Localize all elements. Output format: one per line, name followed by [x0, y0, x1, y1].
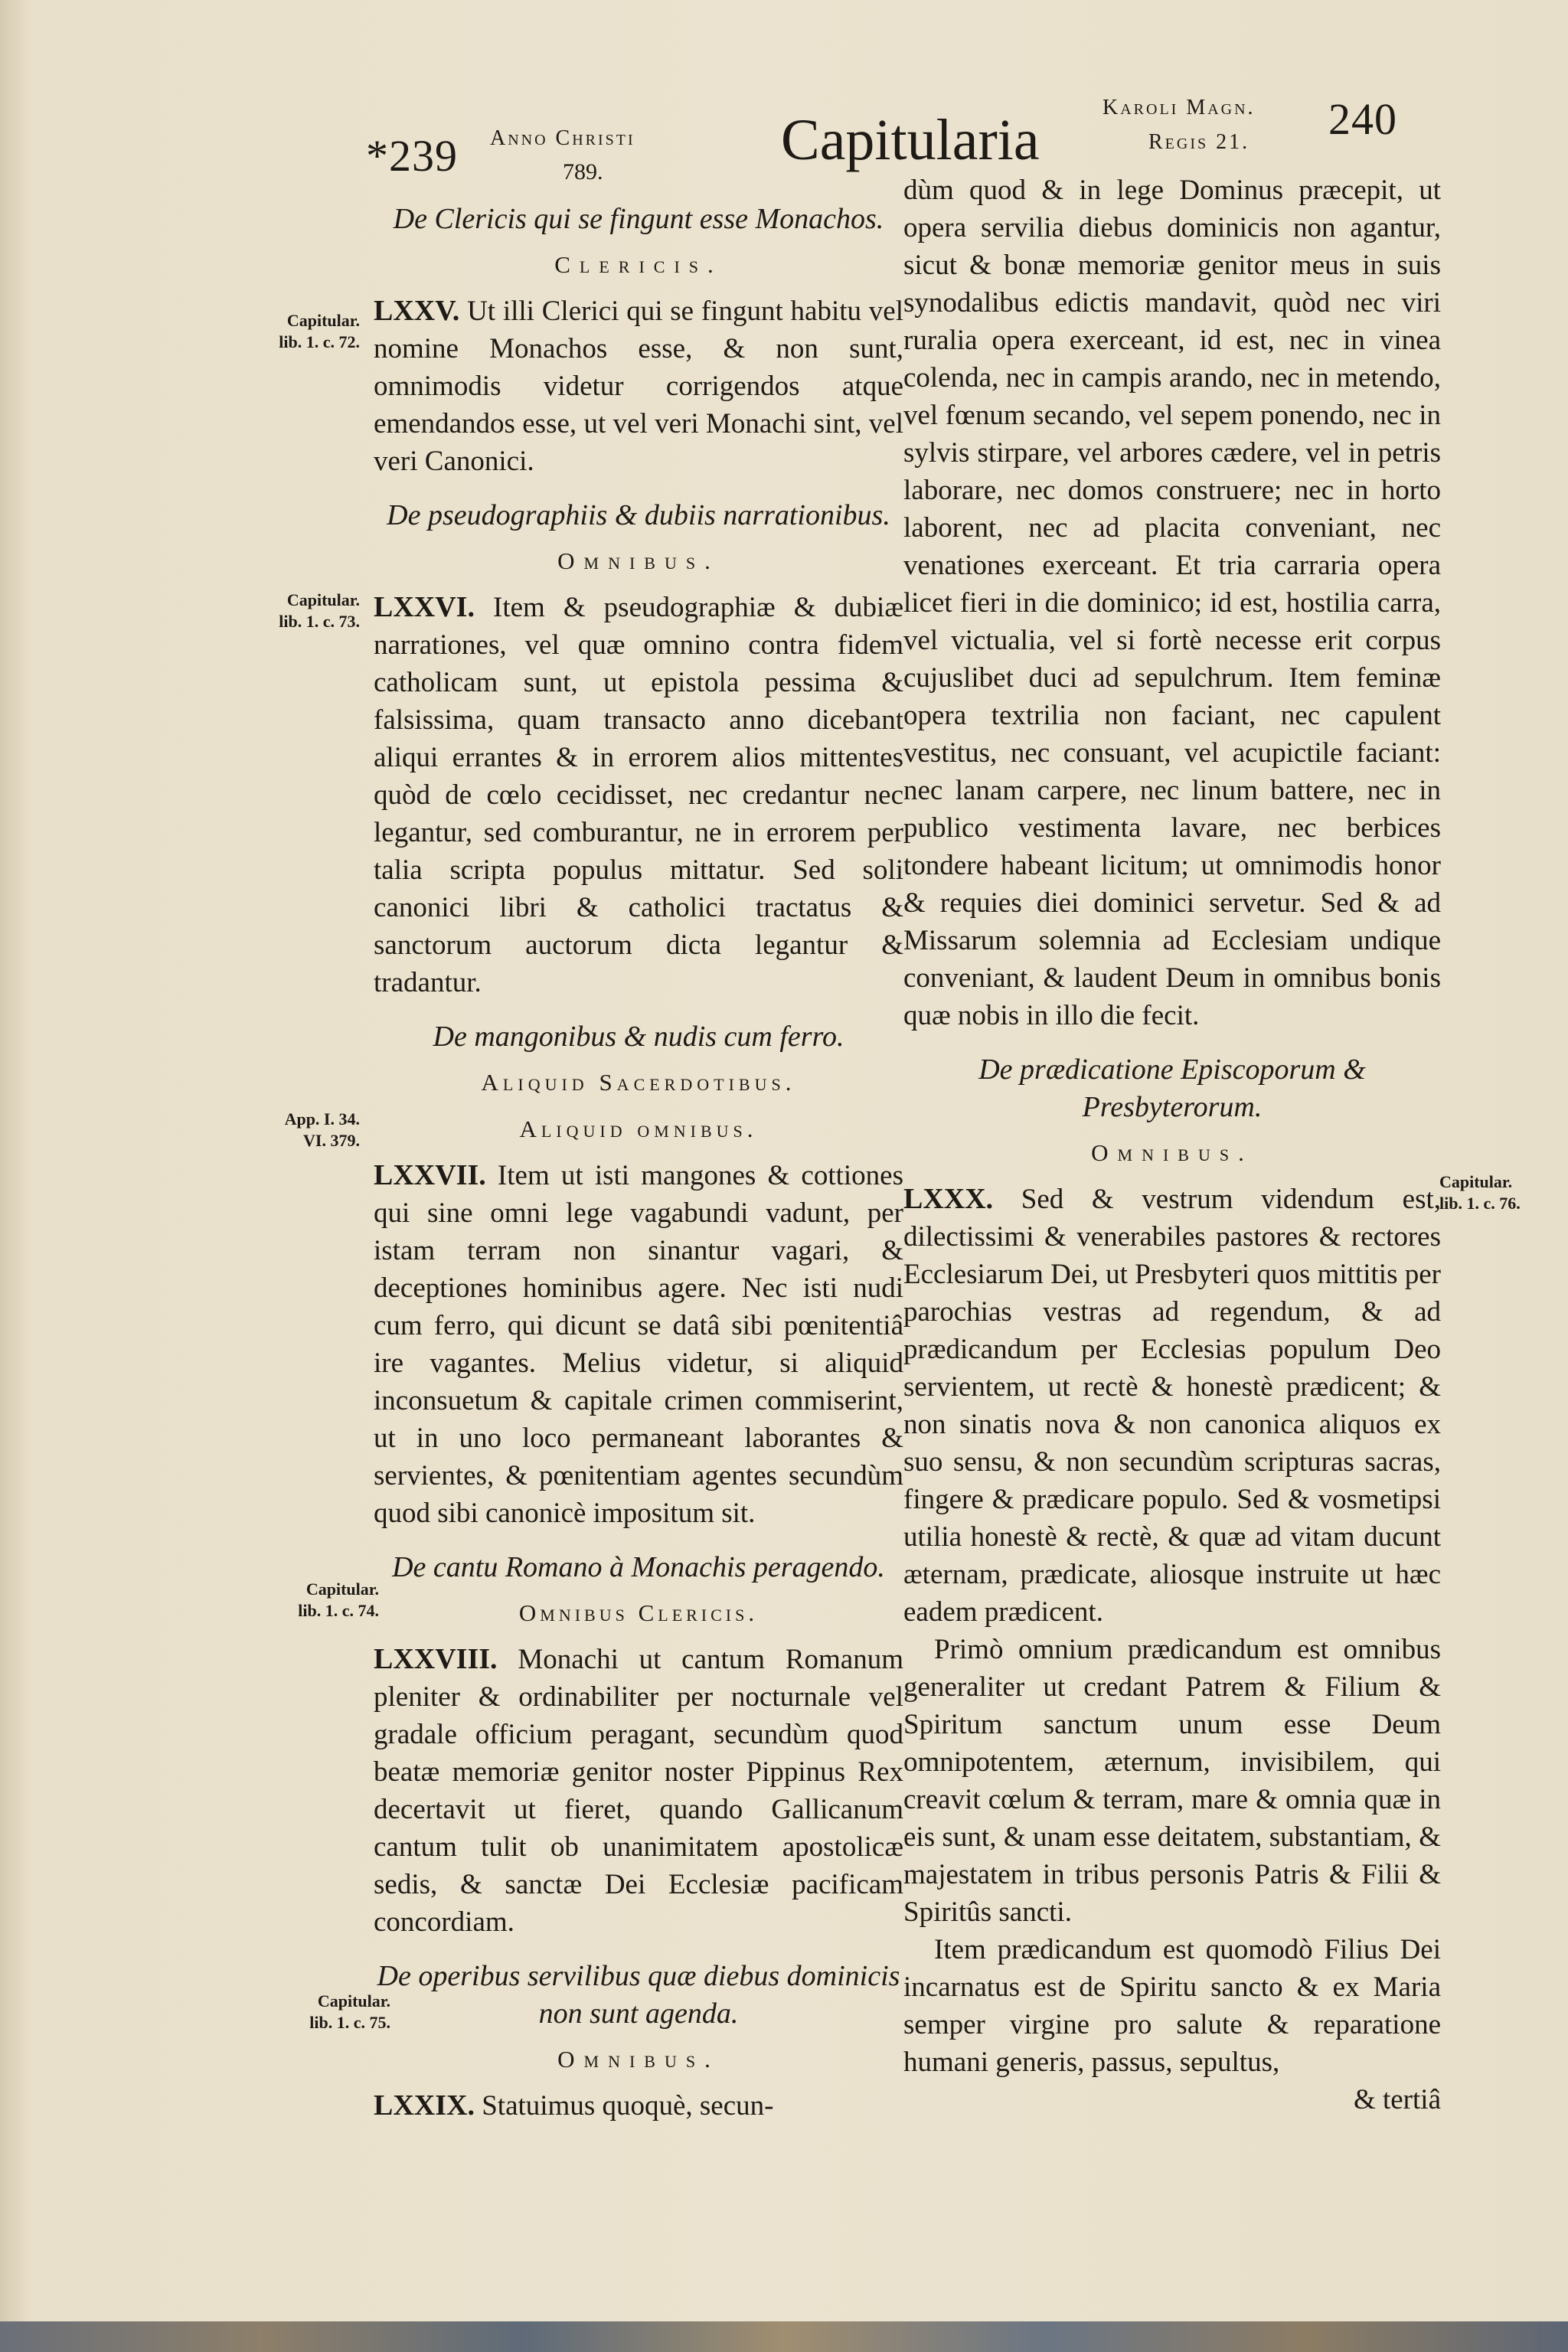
chapter-78	[374, 1641, 903, 1941]
label-78: Omnibus Clericis.	[518, 1599, 759, 1626]
right-page-number: 240	[1328, 94, 1397, 144]
chapter-77	[374, 1157, 903, 1532]
chapter-number: LXXIX.	[374, 2089, 475, 2122]
label-76: Omnibus.	[557, 547, 720, 574]
margin-note-75	[245, 310, 360, 353]
margin-note-line: App. I. 34.	[284, 1109, 360, 1129]
chapter-text: Ut illi Clerici qui se fingunt habitu vel nomine Monachos esse, & non sunt, omnimodis videtur corrigendos atque emendandos esse, ut vel veri Monachi sint, vel veri Canonici.	[374, 296, 903, 477]
header-anno: Anno Christi	[490, 126, 635, 150]
margin-note-76	[245, 590, 360, 632]
label-77a: Aliquid Sacerdotibus.	[481, 1069, 796, 1096]
margin-note-line: VI. 379.	[303, 1131, 360, 1150]
heading-80: De prædicatione Episcoporum & Presbyterorum.	[978, 1054, 1366, 1123]
chapter-text: Item ut isti mangones & cottiones qui sine omni lege vagabundi vadunt, per istam terram non sinantur vagari, & deceptiones hominibus agere. Nec isti nudi cum ferro, qui dicunt se datâ sibi pœnitentiâ ire vagantes. Melius videtur, si aliquid inconsuetum & capitale crimen commiserint, ut in uno loco permaneant laborantes & servientes, & pœnitentiam agentes secundùm quod sibi canonicè impositum sit.	[374, 1160, 903, 1529]
chapter-76	[374, 589, 903, 1001]
margin-note-line: lib. 1. c. 72.	[279, 332, 360, 351]
chapter-text: Item & pseudographiæ & dubiæ narrationes, vel quæ omnino contra fidem catholicam sunt, ut epistola pessima & falsissima, quam transacto anno dicebant aliqui errantes & in errorem alios mittentes quòd de cœlo cecidisset, nec credantur nec legantur, sed comburantur, ne in errorem per talia scripta populus mittatur. Sed soli canonici libri & catholici tractatus & sanctorum auctorum dicta legantur & tradantur.	[374, 592, 903, 998]
label-75: Clericis.	[554, 251, 723, 278]
margin-note-line: Capitular.	[317, 1991, 390, 2011]
chapter-number: LXXVIII.	[374, 1643, 498, 1675]
chapter-number: LXXVI.	[374, 591, 475, 623]
chapter-80	[903, 1181, 1441, 1631]
left-column	[374, 201, 903, 2125]
label-80: Omnibus.	[1091, 1139, 1253, 1166]
header-regis: Regis 21.	[1148, 130, 1250, 154]
label-77b: Aliquid omnibus.	[519, 1116, 758, 1142]
chapter-75	[374, 292, 903, 480]
right-column	[903, 172, 1441, 2118]
margin-note-line: Capitular.	[305, 1579, 379, 1599]
chapter-number: LXXVII.	[374, 1159, 486, 1191]
margin-note-line: Capitular.	[286, 590, 360, 609]
heading-78: De cantu Romano à Monachis peragendo.	[392, 1551, 885, 1583]
heading-75: De Clericis qui se fingunt esse Monachos.	[393, 203, 884, 235]
margin-note-line: lib. 1. c. 74.	[298, 1601, 379, 1620]
margin-note-78	[264, 1579, 379, 1622]
margin-note-77	[245, 1109, 360, 1152]
margin-note-79	[276, 1991, 390, 2034]
margin-note-line: Capitular.	[1439, 1172, 1513, 1191]
chapter-79	[374, 2087, 903, 2125]
margin-note-line: lib. 1. c. 73.	[279, 612, 360, 631]
chapter-number: LXXX.	[903, 1183, 994, 1215]
margin-note-line: lib. 1. c. 75.	[309, 2013, 390, 2032]
catchword: & tertiâ	[1353, 2084, 1441, 2115]
heading-79: De operibus servilibus quæ diebus dominicis non sunt agenda.	[377, 1960, 900, 2030]
label-79: Omnibus.	[557, 2046, 720, 2073]
margin-note-line: lib. 1. c. 76.	[1439, 1194, 1521, 1213]
chapter-text: Monachi ut cantum Romanum pleniter & ordinabiliter per nocturnale vel gradale officium peragant, secundùm quod beatæ memoriæ genitor noster Pippinus Rex decertavit ut fieret, quando Gallicanum cantum tulit ob unanimitatem apostolicæ sedis, & sanctæ Dei Ecclesiæ pacificam concordiam.	[374, 1644, 904, 1938]
heading-77: De mangonibus & nudis cum ferro.	[433, 1021, 844, 1053]
chapter-80-para-2: Primò omnium prædicandum est omnibus generaliter ut credant Patrem & Filium & Spiritum sanctum unum esse Deum omnipotentem, æternum, invisibilem, qui creavit cœlum & terram, mare & omnia quæ in eis sunt, & unam esse deitatem, substantiam, & majestatem in tribus personis Patris & Filii & Spiritûs sancti.	[903, 1634, 1441, 1928]
header-karoli: Karoli Magn.	[1102, 96, 1256, 119]
chapter-text: Sed & vestrum videndum est, dilectissimi & venerabiles pastores & rectores Ecclesiarum Dei, ut Presbyteri quos mittitis per parochias vestras ad regendum, & ad prædicandum per Ecclesias populum Deo servientem, ut rectè & honestè prædicent; & non sinatis nova & non canonica aliquos ex suo sensu, & non secundùm scripturas sacras, fingere & prædicare populo. Sed & vosmetipsi utilia honestè & rectè, & quæ ad vitam ducunt æternam, prædicate, aliosque instruite ut hæc eadem prædicent.	[903, 1184, 1441, 1628]
header-year: 789.	[563, 159, 603, 185]
heading-76: De pseudographiis & dubiis narrationibus.	[387, 499, 890, 531]
left-page-number: *239	[366, 131, 458, 181]
page-edge	[0, 2321, 1568, 2352]
chapter-text: Statuimus quoquè, secun-	[482, 2090, 774, 2122]
chapter-79-continued: dùm quod & in lege Dominus præcepit, ut opera servilia diebus dominicis non agantur, sicut & bonæ memoriæ genitor meus in suis synodalibus edictis mandavit, quòd nec viri ruralia opera exerceant, id est, nec in vinea colenda, nec in campis arando, nec in metendo, vel fœnum secando, vel sepem ponendo, nec in sylvis stirpare, vel arbores cædere, vel in petris laborare, nec domos construere; nec in horto laborent, nec ad placita conveniant, nec venationes exerceant. Et tria carraria opera licet fieri in die dominico; id est, hostilia carra, vel victualia, vel si fortè necesse erit corpus cujuslibet duci ad sepulchrum. Item feminæ opera textrilia non faciant, nec capulent vestitus, nec consuant, vel acupictile faciant: nec lanam carpere, nec linum battere, nec in publico vestimenta lavare, nec berbices tondere habeant licitum; ut omnimodis honor & requies diei dominici servetur. Sed & ad Missarum solemnia ad Ecclesiam undique conveniant, & laudent Deum in omnibus bonis quæ nobis in illo die fecit.	[903, 175, 1441, 1031]
margin-note-80	[1439, 1171, 1554, 1214]
chapter-number: LXXV.	[374, 295, 460, 327]
margin-note-line: Capitular.	[286, 311, 360, 330]
running-title: Capitularia	[781, 108, 1040, 172]
chapter-80-para-3: Item prædicandum est quomodò Filius Dei incarnatus est de Spiritu sancto & ex Maria semper virgine pro salute & reparatione humani generis, passus, sepultus,	[903, 1934, 1441, 2078]
